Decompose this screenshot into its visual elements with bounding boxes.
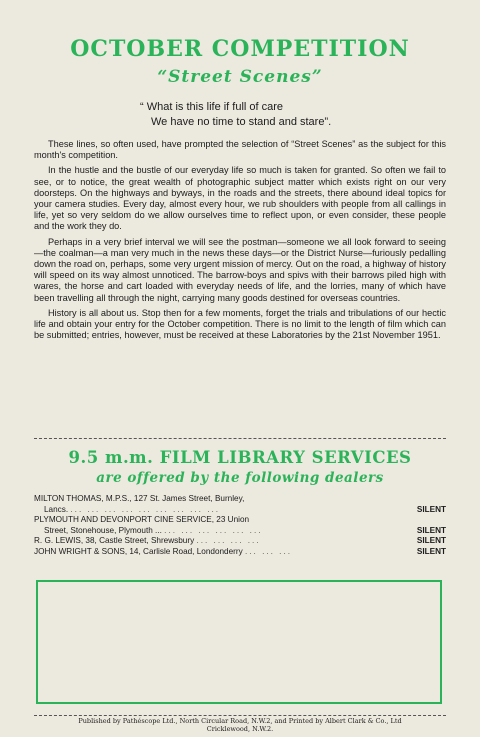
- footer-line-2: Cricklewood, N.W.2.: [206, 725, 274, 733]
- paragraph: In the hustle and the bustle of our everyday life so much is taken for granted. So often we fail to see, or to notice, the great wealth of photographic subject matter which exists right on our very doorsteps. On the highways and byways, in the roads and the streets, there abound ideal topics for your camera studies. Every day, almost every hour, we rub shoulders with people from all callings in life, yet so very seldom do we allow ourselves time to reflect upon, or even consider, these people and the work they do.: [34, 165, 446, 232]
- dealer-row: [34, 515, 446, 536]
- paragraph: These lines, so often used, have prompted the selection of “Street Scenes” as the subject for this month's competition.: [34, 139, 446, 161]
- article-body: [34, 139, 446, 345]
- competition-title: OCTOBER COMPETITION: [70, 36, 410, 62]
- leader-dots: ... ... ... ...: [196, 536, 261, 545]
- dealer-list: [34, 494, 446, 557]
- dealer-row: [34, 494, 446, 515]
- leader-dots: ... ... ... ... ... ...: [164, 525, 263, 535]
- dealer-name: PLYMOUTH AND DEVONPORT CINE SERVICE, 23 Union: [34, 515, 250, 524]
- footer-line-1: Published by Pathéscope Ltd., North Circular Road, N.W.2, and Printed by Albert Clark & Co., Ltd: [78, 717, 402, 725]
- dealer-status: SILENT: [416, 546, 446, 556]
- dealer-status: SILENT: [416, 525, 446, 535]
- leader-dots: ... ... ... ... ... ... ... ... ...: [70, 504, 221, 514]
- publisher-footer: [0, 717, 480, 733]
- dealer-address-line: Lancs.: [44, 504, 69, 514]
- dealer-name: MILTON THOMAS, M.P.S., 127 St. James Street, Burnley,: [34, 494, 245, 503]
- library-subtitle: are offered by the following dealers: [96, 470, 384, 486]
- dealer-address-continued: [34, 526, 374, 537]
- competition-subtitle: “Street Scenes”: [157, 67, 323, 87]
- dealer-address-line: Street, Stonehouse, Plymouth ...: [44, 525, 162, 535]
- quote-line-1: “ What is this life if full of care: [140, 101, 284, 113]
- dealer-name-line: [34, 536, 364, 547]
- dealer-name-line: [34, 547, 364, 558]
- poem-quote: [140, 100, 380, 130]
- dealer-status: SILENT: [416, 504, 446, 514]
- dealer-row: [34, 536, 446, 547]
- quote-line-2: We have no time to stand and stare”.: [151, 116, 332, 128]
- dealer-name: JOHN WRIGHT & SONS, 14, Carlisle Road, Londonderry: [34, 546, 243, 556]
- section-divider: [34, 438, 446, 439]
- dealer-name: R. G. LEWIS, 38, Castle Street, Shrewsbury: [34, 536, 195, 545]
- paragraph: Perhaps in a very brief interval we will see the postman—someone we all look forward to seeing—the coalman—a man very much in the news these days—or the District Nurse—furiously pedalling down the road on, perhaps, some very urgent mission of mercy. Out on the road, a highway of history will speed on its way almost unnoticed. The barrow-boys and spivs with their barrows piled high with wares, the horse and cart loaded with everyday needs of life, and the lorries, many of which have been travelling all through the night, carrying many goods destined for overseas countries.: [34, 236, 446, 303]
- dealer-row: [34, 547, 446, 558]
- dealer-status: SILENT: [416, 536, 446, 545]
- dealer-address-continued: [34, 505, 374, 516]
- paragraph: History is all about us. Stop then for a few moments, forget the trials and tribulations of our hectic life and obtain your entry for the October competition. There is no limit to the length of film which can be submitted; entries, however, must be received at these Laboratories by the 21st November 1951.: [34, 307, 446, 341]
- leader-dots: ... ... ...: [244, 546, 293, 556]
- library-title: 9.5 m.m. FILM LIBRARY SERVICES: [68, 448, 412, 467]
- empty-bordered-box: [36, 580, 442, 704]
- footer-divider: [34, 715, 446, 716]
